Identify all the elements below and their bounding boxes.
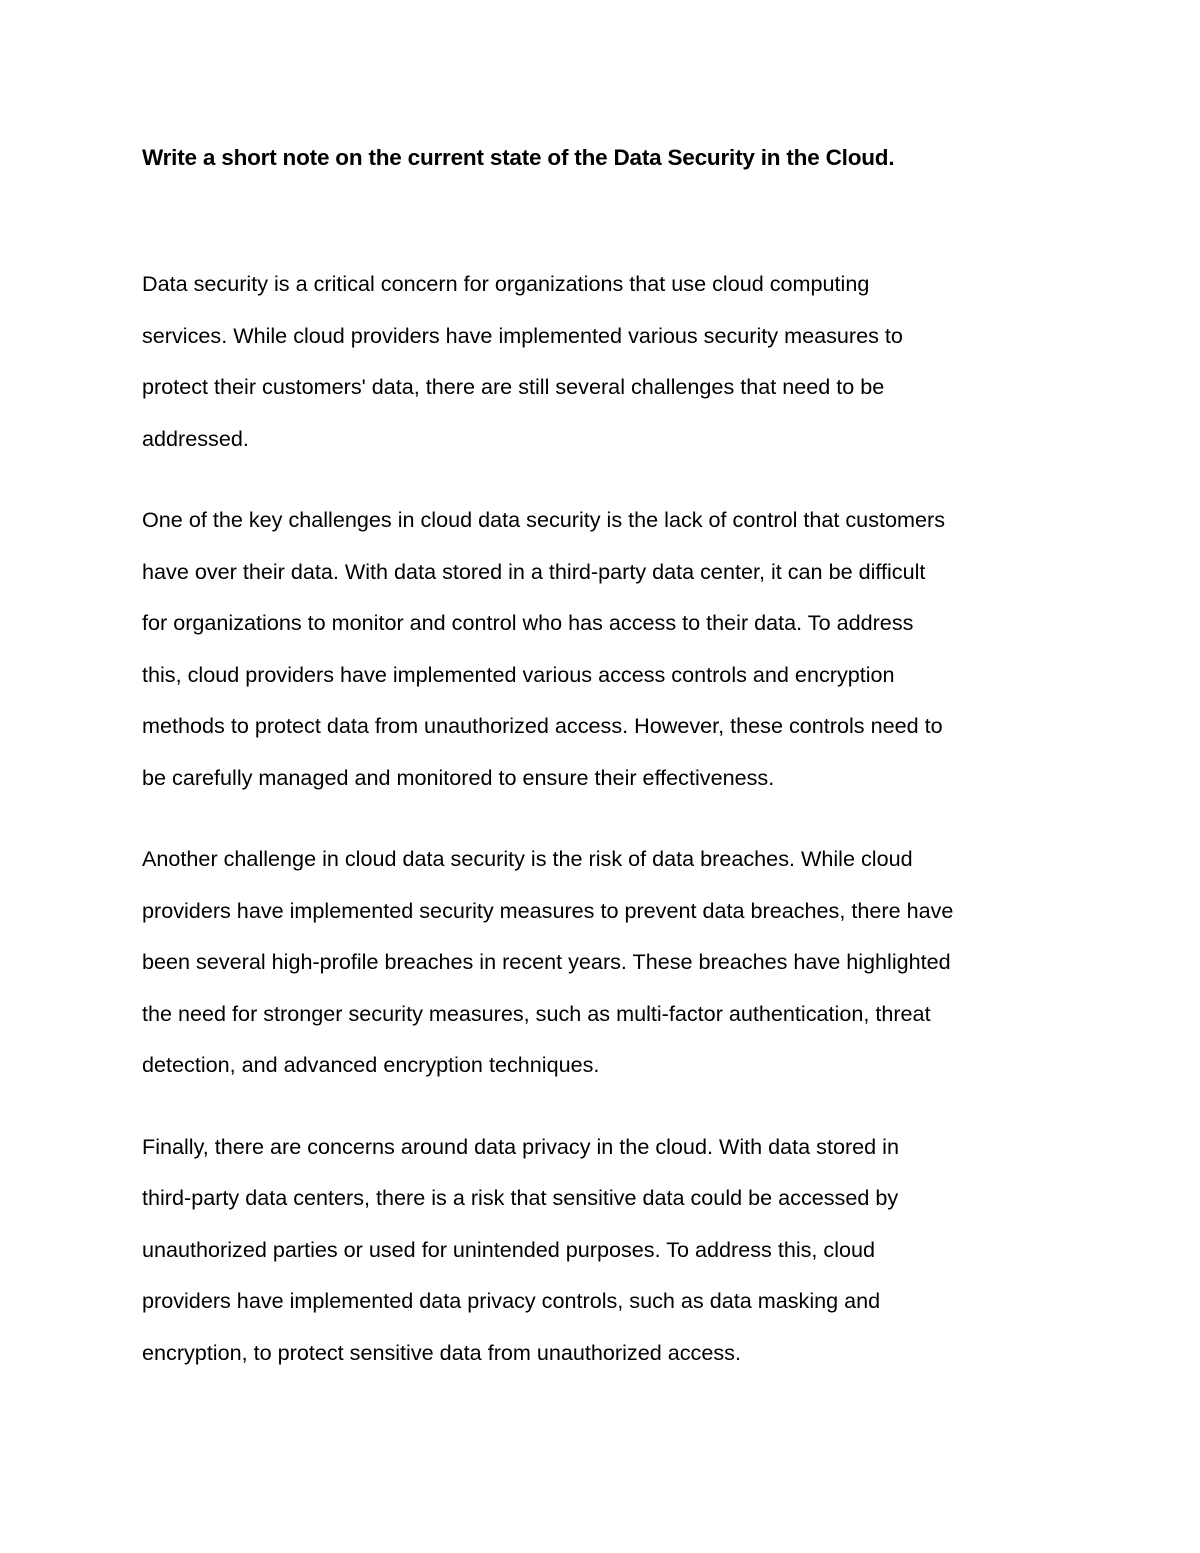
text-line: unauthorized parties or used for unintended purposes. To address this, cloud — [142, 1236, 876, 1262]
text-line: encryption, to protect sensitive data from unauthorized access. — [142, 1339, 741, 1365]
document-content — [142, 141, 1072, 1378]
text-line: the need for stronger security measures, such as multi-factor authentication, threat — [142, 1000, 931, 1026]
text-line: providers have implemented security measures to prevent data breaches, there have — [142, 897, 954, 923]
document-title: Write a short note on the current state of the Data Security in the Cloud. — [142, 145, 895, 170]
text-line: One of the key challenges in cloud data security is the lack of control that customers — [142, 507, 945, 532]
paragraph-control — [142, 494, 1072, 803]
paragraph-privacy — [142, 1121, 1072, 1379]
text-line: Data security is a critical concern for organizations that use cloud computing — [142, 271, 870, 296]
text-line: third-party data centers, there is a risk that sensitive data could be accessed by — [142, 1185, 899, 1210]
document-body — [142, 258, 1072, 1378]
text-line: been several high-profile breaches in recent years. These breaches have highlighted — [142, 949, 951, 974]
text-line: protect their customers' data, there are still several challenges that need to be — [142, 374, 885, 399]
text-line: Another challenge in cloud data security is the risk of data breaches. While cloud — [142, 846, 913, 871]
paragraph-intro — [142, 258, 1072, 464]
text-line: providers have implemented data privacy controls, such as data masking and — [142, 1288, 881, 1313]
text-line: services. While cloud providers have implemented various security measures to — [142, 322, 903, 348]
text-line: be carefully managed and monitored to ensure their effectiveness. — [142, 764, 775, 790]
text-line: have over their data. With data stored in a third-party data center, it can be difficult — [142, 558, 926, 584]
text-line: addressed. — [142, 425, 249, 451]
paragraph-breaches — [142, 833, 1072, 1091]
text-line: Finally, there are concerns around data privacy in the cloud. With data stored in — [142, 1133, 899, 1159]
text-line: this, cloud providers have implemented various access controls and encryption — [142, 661, 895, 687]
text-line: for organizations to monitor and control who has access to their data. To address — [142, 610, 914, 635]
text-line: methods to protect data from unauthorized access. However, these controls need to — [142, 713, 943, 738]
text-line: detection, and advanced encryption techniques. — [142, 1052, 600, 1077]
